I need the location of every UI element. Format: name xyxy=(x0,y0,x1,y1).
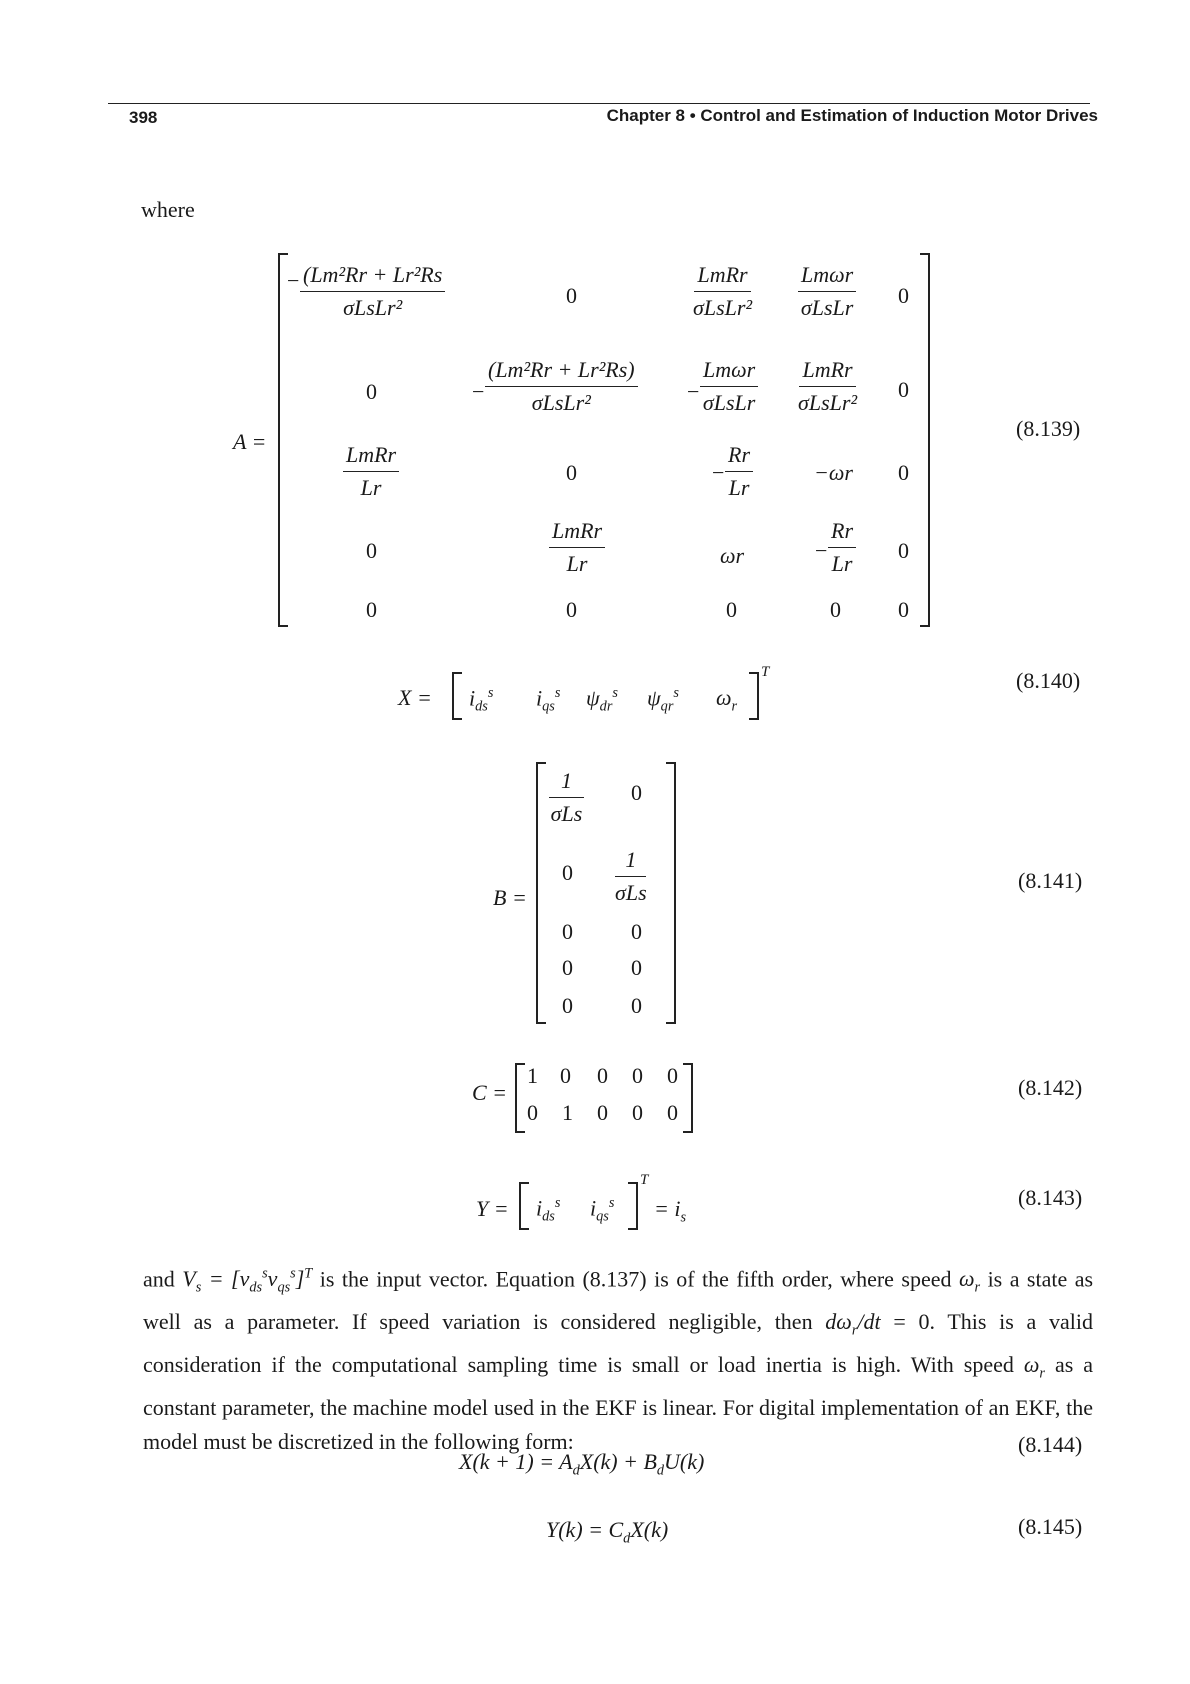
B-right-bracket xyxy=(666,762,676,1024)
C-left-bracket xyxy=(515,1063,525,1133)
A33-denominator: Lr xyxy=(728,475,750,500)
A22-denominator: σLsLr² xyxy=(531,390,591,415)
A21: 0 xyxy=(366,379,377,404)
equation-number-8-140: (8.140) xyxy=(1016,668,1081,693)
C13: 0 xyxy=(597,1063,608,1088)
header-rule xyxy=(108,103,1090,104)
inline-dwdt: $d\omega_r/dt$ xyxy=(825,1309,881,1339)
X-elem-psiqr: $\psi_{qr}^s$ xyxy=(647,685,679,715)
equation-number-8-145: (8.145) xyxy=(1018,1514,1083,1539)
A53: 0 xyxy=(726,597,737,622)
A52: 0 xyxy=(566,597,577,622)
C21: 0 xyxy=(527,1100,538,1125)
A25: 0 xyxy=(898,377,909,402)
matrix-A-label: A = xyxy=(233,429,267,454)
Y-transpose: T xyxy=(640,1172,649,1188)
equation-number-8-143: (8.143) xyxy=(1018,1185,1083,1210)
A12: 0 xyxy=(566,283,577,308)
equation-8-144: $X(k + 1) = A_dX(k) + B_dU(k)$ xyxy=(459,1449,705,1479)
A24-numerator: LmRr xyxy=(799,357,855,387)
X-elem-psidr: $\psi_{dr}^s$ xyxy=(586,685,618,715)
A13-numerator: LmRr xyxy=(694,262,750,292)
C15: 0 xyxy=(667,1063,678,1088)
para-text: and xyxy=(143,1266,175,1292)
minus-sign: − xyxy=(287,268,300,293)
para-text: is the input vector. Equation (8.137) is of the fifth order, where speed xyxy=(319,1266,952,1292)
C22: 1 xyxy=(562,1100,573,1125)
A24-denominator: σLsLr² xyxy=(798,390,858,415)
equation-number-8-144: (8.144) xyxy=(1018,1432,1083,1457)
body-paragraph: and $V_s = [v_{ds}^sv_{qs}^s]^T$ is the input vector. Equation (8.137) is of the fifth order, where speed $\omega_r$ is a state as well as a parameter. If speed variation is considered negligible, then $d\omega_r/dt = 0$. This is a valid consideration if the computational sampling time is small or load inertia is high. With speed $\omega_r$ as a constant parameter, the machine model used in the EKF is linear. For digital implementation of an EKF, the model must be discretized in the following form: xyxy=(143,1266,1094,1454)
B31: 0 xyxy=(562,919,573,944)
A44-fraction xyxy=(828,518,856,577)
X-right-bracket xyxy=(749,672,759,720)
inline-wr: $\omega_r$ xyxy=(958,1266,981,1296)
X-elem-wr: $\omega_r$ xyxy=(716,685,738,715)
A42-numerator: LmRr xyxy=(549,518,605,548)
A42-denominator: Lr xyxy=(566,551,588,576)
B51: 0 xyxy=(562,993,573,1018)
para-text: is a state as well as a parameter. If speed variation is considered negligible, then xyxy=(143,1266,1094,1335)
C24: 0 xyxy=(632,1100,643,1125)
A23-fraction xyxy=(700,357,758,416)
A55: 0 xyxy=(898,597,909,622)
B41: 0 xyxy=(562,955,573,980)
X-label: X = xyxy=(398,685,432,710)
B11-denominator: σLs xyxy=(550,801,583,826)
B12: 0 xyxy=(631,780,642,805)
matrix-A-left-bracket xyxy=(278,253,288,627)
A24-fraction xyxy=(798,357,857,416)
X-left-bracket xyxy=(452,672,462,720)
B22-denominator: σLs xyxy=(615,880,647,905)
inline-wr: $\omega_r$ xyxy=(1023,1352,1045,1382)
B11-numerator: 1 xyxy=(549,768,584,798)
equation-number-8-142: (8.142) xyxy=(1018,1075,1083,1100)
Y-result: = $i_s$ xyxy=(654,1196,687,1226)
A44-numerator: Rr xyxy=(828,518,856,548)
B52: 0 xyxy=(631,993,642,1018)
C-label: C = xyxy=(472,1080,508,1105)
A45: 0 xyxy=(898,538,909,563)
A11-denominator: σLsLr² xyxy=(343,295,403,320)
A54: 0 xyxy=(830,597,841,622)
minus-sign: − xyxy=(687,379,700,404)
minus-sign: − xyxy=(472,379,485,404)
A14-denominator: σLsLr xyxy=(800,295,854,320)
equation-number-8-141: (8.141) xyxy=(1018,868,1083,893)
A42-fraction xyxy=(549,518,605,577)
Y-elem-ids: $i_{ds}^s$ xyxy=(536,1195,561,1225)
intro-word: where xyxy=(141,197,195,222)
matrix-A-right-bracket xyxy=(920,253,930,627)
A14-numerator: Lmωr xyxy=(798,262,856,292)
C-right-bracket xyxy=(683,1063,693,1133)
A44-denominator: Lr xyxy=(831,551,853,576)
C14: 0 xyxy=(632,1063,643,1088)
B21: 0 xyxy=(562,860,573,885)
X-elem-ids: $i_{ds}^s$ xyxy=(469,685,494,715)
C11: 1 xyxy=(527,1063,538,1088)
Y-label: Y = xyxy=(476,1196,509,1221)
B22-numerator: 1 xyxy=(615,847,646,877)
C23: 0 xyxy=(597,1100,608,1125)
A23-numerator: Lmωr xyxy=(700,357,758,387)
A11-fraction xyxy=(300,262,445,321)
A43: ωr xyxy=(720,543,745,568)
A13-denominator: σLsLr² xyxy=(693,295,753,320)
B-label: B = xyxy=(493,885,527,910)
A23-denominator: σLsLr xyxy=(702,390,756,415)
A22-fraction xyxy=(485,357,638,416)
A31-fraction xyxy=(343,442,399,501)
A34: −ωr xyxy=(814,460,853,485)
X-elem-iqs: $i_{qs}^s$ xyxy=(536,685,561,715)
equation-8-145: $Y(k) = C_dX(k)$ xyxy=(546,1517,669,1547)
minus-sign: − xyxy=(815,538,828,563)
A11-numerator: (Lm²Rr + Lr²Rs xyxy=(300,262,445,292)
C25: 0 xyxy=(667,1100,678,1125)
A31-numerator: LmRr xyxy=(343,442,399,472)
minus-sign: − xyxy=(712,460,725,485)
A22-numerator: (Lm²Rr + Lr²Rs) xyxy=(485,357,638,387)
A32: 0 xyxy=(566,460,577,485)
A33-numerator: Rr xyxy=(725,442,753,472)
A13-fraction xyxy=(693,262,752,321)
para-text: as a constant parameter, the machine model used in the EKF is linear. For digital implementation of an EKF, the model must be discretized in the following form: xyxy=(143,1352,1094,1454)
B42: 0 xyxy=(631,955,642,980)
B11-fraction xyxy=(549,768,584,827)
A41: 0 xyxy=(366,538,377,563)
Y-left-bracket xyxy=(519,1182,529,1230)
equation-number-8-139: (8.139) xyxy=(1016,416,1081,441)
X-transpose: T xyxy=(761,664,770,680)
B32: 0 xyxy=(631,919,642,944)
A15: 0 xyxy=(898,283,909,308)
inline-vs-definition: $V_s = [v_{ds}^sv_{qs}^s]^T$ xyxy=(182,1266,313,1296)
chapter-title: Chapter 8 • Control and Estimation of Induction Motor Drives xyxy=(606,106,1098,125)
A35: 0 xyxy=(898,460,909,485)
A14-fraction xyxy=(798,262,856,321)
page-number: 398 xyxy=(129,108,158,127)
A33-fraction xyxy=(725,442,753,501)
B-left-bracket xyxy=(536,762,546,1024)
para-text: . This is a valid consideration if the computational sampling time is small or load inertia is high. With speed xyxy=(143,1309,1093,1378)
A31-denominator: Lr xyxy=(360,475,382,500)
B22-fraction xyxy=(615,847,647,906)
C12: 0 xyxy=(560,1063,571,1088)
Y-right-bracket xyxy=(628,1182,638,1230)
Y-elem-iqs: $i_{qs}^s$ xyxy=(590,1195,615,1225)
A51: 0 xyxy=(366,597,377,622)
